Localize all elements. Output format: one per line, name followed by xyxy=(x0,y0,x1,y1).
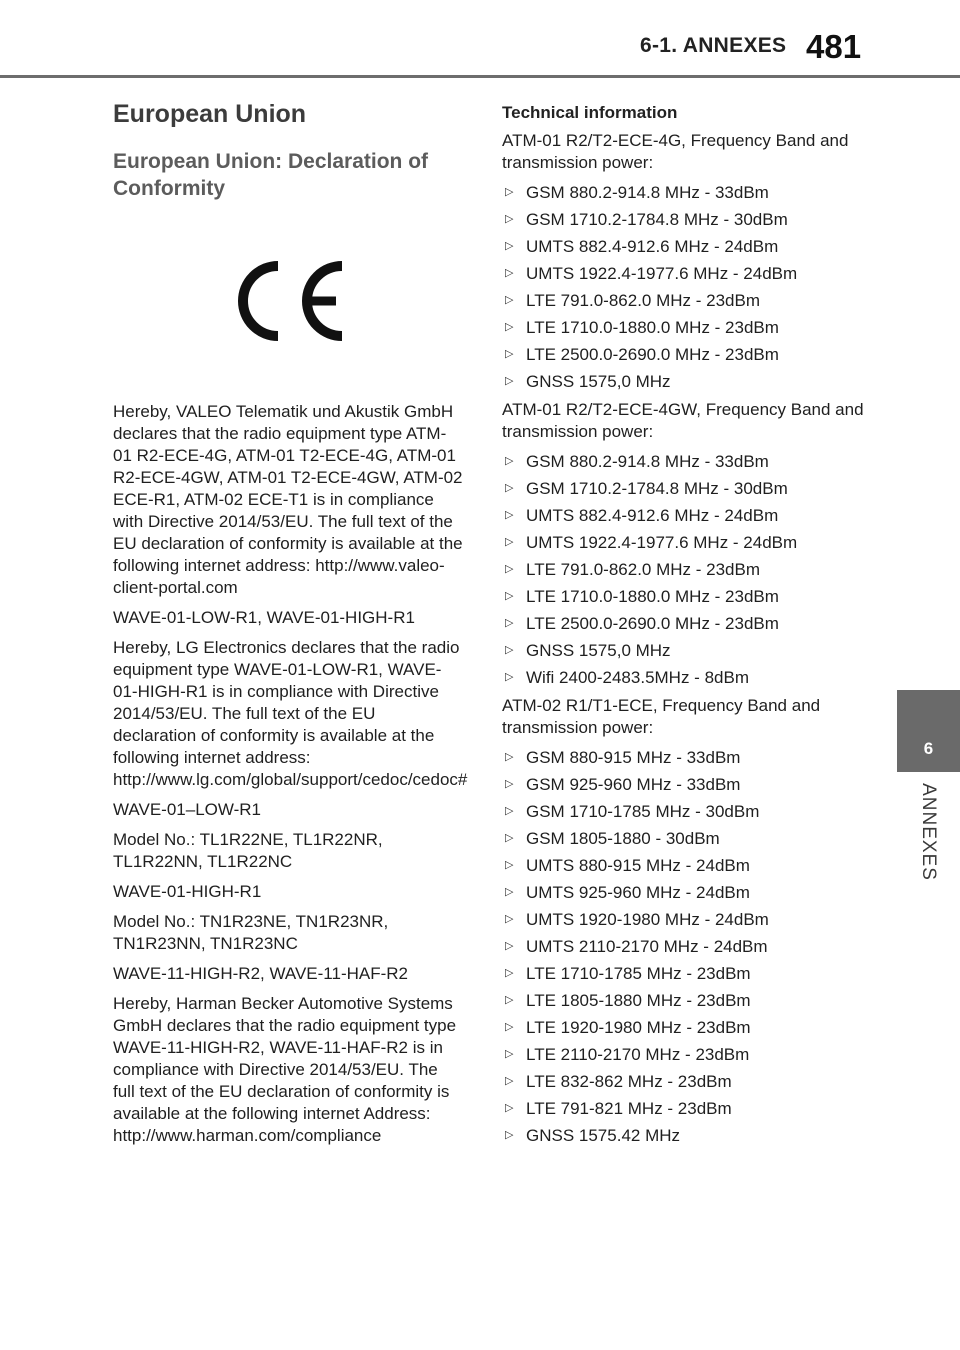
frequency-group-intro: ATM-01 R2/T2-ECE-4G, Frequency Band and transmission power: xyxy=(502,131,849,172)
declaration-paragraph: Model No.: TL1R22NE, TL1R22NR, TL1R22NN, TL1R22NC xyxy=(113,830,383,871)
declaration-paragraph: Model No.: TN1R23NE, TN1R23NR, TN1R23NN, TN1R23NC xyxy=(113,912,389,953)
declaration-text xyxy=(113,401,468,1155)
frequency-list-item xyxy=(502,260,874,287)
frequency-list-item xyxy=(502,637,874,664)
frequency-list xyxy=(502,179,874,395)
frequency-item-text: UMTS 2110-2170 MHz - 24dBm xyxy=(526,937,768,956)
frequency-list-item xyxy=(502,556,874,583)
frequency-list-item xyxy=(502,933,874,960)
triangle-bullet-icon: ▷ xyxy=(505,536,514,548)
technical-information xyxy=(502,102,874,1153)
frequency-item-text: LTE 1710.0-1880.0 MHz - 23dBm xyxy=(526,587,779,606)
triangle-bullet-icon: ▷ xyxy=(505,213,514,225)
frequency-item-text: GNSS 1575,0 MHz xyxy=(526,641,671,660)
triangle-bullet-icon: ▷ xyxy=(505,590,514,602)
page-title: European Union xyxy=(113,100,307,128)
triangle-bullet-icon: ▷ xyxy=(505,321,514,333)
frequency-list-item xyxy=(502,341,874,368)
declaration-paragraph: Hereby, Harman Becker Automotive Systems GmbH declares that the radio equipment type WAVE-11-HIGH-R2, WAVE-11-HAF-R2 is in compliance with Directive 2014/53/EU. The full text of the EU declaration of conformity is available at the following internet Address: http://www.harman.com/compliance xyxy=(113,994,457,1145)
frequency-item-text: GSM 925-960 MHz - 33dBm xyxy=(526,775,741,794)
frequency-list-item xyxy=(502,987,874,1014)
ce-mark-icon xyxy=(228,258,348,344)
declaration-paragraph: Hereby, VALEO Telematik und Akustik GmbH declares that the radio equipment type ATM-01 R2-ECE-4G, ATM-01 T2-ECE-4G, ATM-01 R2-ECE-4GW, ATM-01 T2-ECE-4GW, ATM-02 ECE-R1, ATM-02 ECE-T1 is in compliance with Directive 2014/53/EU. The full text of the EU declaration of conformity is available at the following internet address: http://www.valeo-client-portal.com xyxy=(113,402,463,597)
page-number: 481 xyxy=(806,28,862,65)
frequency-list-item xyxy=(502,1068,874,1095)
triangle-bullet-icon: ▷ xyxy=(505,455,514,467)
section-label: 6-1. ANNEXES xyxy=(640,34,787,57)
frequency-list xyxy=(502,448,874,691)
frequency-list-item xyxy=(502,879,874,906)
frequency-list-item xyxy=(502,314,874,341)
frequency-item-text: LTE 791.0-862.0 MHz - 23dBm xyxy=(526,560,761,579)
frequency-list-item xyxy=(502,664,874,691)
frequency-list-item xyxy=(502,852,874,879)
frequency-list xyxy=(502,744,874,1149)
frequency-list-item xyxy=(502,475,874,502)
frequency-list-item xyxy=(502,529,874,556)
triangle-bullet-icon: ▷ xyxy=(505,1075,514,1087)
frequency-item-text: LTE 1710-1785 MHz - 23dBm xyxy=(526,964,751,983)
frequency-group-intro: ATM-02 R1/T1-ECE, Frequency Band and transmission power: xyxy=(502,696,821,737)
frequency-item-text: LTE 791.0-862.0 MHz - 23dBm xyxy=(526,291,761,310)
frequency-item-text: LTE 1805-1880 MHz - 23dBm xyxy=(526,991,751,1010)
triangle-bullet-icon: ▷ xyxy=(505,1102,514,1114)
frequency-item-text: UMTS 1922.4-1977.6 MHz - 24dBm xyxy=(526,533,798,552)
triangle-bullet-icon: ▷ xyxy=(505,1021,514,1033)
frequency-item-text: UMTS 882.4-912.6 MHz - 24dBm xyxy=(526,506,779,525)
frequency-list-item xyxy=(502,960,874,987)
frequency-list-item xyxy=(502,1095,874,1122)
triangle-bullet-icon: ▷ xyxy=(505,940,514,952)
chapter-tab xyxy=(897,690,960,772)
frequency-item-text: LTE 1920-1980 MHz - 23dBm xyxy=(526,1018,751,1037)
triangle-bullet-icon: ▷ xyxy=(505,671,514,683)
declaration-paragraph: WAVE-01-HIGH-R1 xyxy=(113,882,262,901)
triangle-bullet-icon: ▷ xyxy=(505,859,514,871)
frequency-item-text: UMTS 1920-1980 MHz - 24dBm xyxy=(526,910,769,929)
triangle-bullet-icon: ▷ xyxy=(505,186,514,198)
frequency-item-text: GSM 1710.2-1784.8 MHz - 30dBm xyxy=(526,479,788,498)
triangle-bullet-icon: ▷ xyxy=(505,267,514,279)
triangle-bullet-icon: ▷ xyxy=(505,617,514,629)
frequency-item-text: LTE 791-821 MHz - 23dBm xyxy=(526,1099,732,1118)
triangle-bullet-icon: ▷ xyxy=(505,886,514,898)
frequency-item-text: LTE 832-862 MHz - 23dBm xyxy=(526,1072,732,1091)
triangle-bullet-icon: ▷ xyxy=(505,348,514,360)
frequency-item-text: LTE 2500.0-2690.0 MHz - 23dBm xyxy=(526,614,779,633)
frequency-list-item xyxy=(502,233,874,260)
frequency-item-text: UMTS 882.4-912.6 MHz - 24dBm xyxy=(526,237,779,256)
frequency-list-item xyxy=(502,825,874,852)
frequency-item-text: UMTS 880-915 MHz - 24dBm xyxy=(526,856,750,875)
triangle-bullet-icon: ▷ xyxy=(505,913,514,925)
frequency-list-item xyxy=(502,906,874,933)
triangle-bullet-icon: ▷ xyxy=(505,375,514,387)
frequency-item-text: GSM 880.2-914.8 MHz - 33dBm xyxy=(526,452,769,471)
triangle-bullet-icon: ▷ xyxy=(505,563,514,575)
triangle-bullet-icon: ▷ xyxy=(505,1129,514,1141)
declaration-paragraph: Hereby, LG Electronics declares that the radio equipment type WAVE-01-LOW-R1, WAVE-01-HIGH-R1 is in compliance with Directive 2014/53/EU. The full text of the EU declaration of conformity is available at the following internet address: http://www.lg.com/global/support/cedoc/cedoc# xyxy=(113,638,468,789)
triangle-bullet-icon: ▷ xyxy=(505,644,514,656)
frequency-list-item xyxy=(502,798,874,825)
frequency-list-item xyxy=(502,1014,874,1041)
declaration-paragraph: WAVE-01–LOW-R1 xyxy=(113,800,262,819)
frequency-list-item xyxy=(502,771,874,798)
frequency-item-text: GSM 1805-1880 - 30dBm xyxy=(526,829,720,848)
triangle-bullet-icon: ▷ xyxy=(505,294,514,306)
frequency-item-text: GNSS 1575,0 MHz xyxy=(526,372,671,391)
chapter-side-label: ANNEXES xyxy=(918,783,939,881)
frequency-list-item xyxy=(502,287,874,314)
frequency-list-item xyxy=(502,368,874,395)
triangle-bullet-icon: ▷ xyxy=(505,778,514,790)
technical-info-title: Technical information xyxy=(502,103,678,122)
triangle-bullet-icon: ▷ xyxy=(505,751,514,763)
frequency-item-text: GSM 880.2-914.8 MHz - 33dBm xyxy=(526,183,769,202)
frequency-item-text: LTE 2500.0-2690.0 MHz - 23dBm xyxy=(526,345,779,364)
frequency-list-item xyxy=(502,1122,874,1149)
frequency-list-item xyxy=(502,179,874,206)
frequency-item-text: UMTS 925-960 MHz - 24dBm xyxy=(526,883,750,902)
triangle-bullet-icon: ▷ xyxy=(505,832,514,844)
triangle-bullet-icon: ▷ xyxy=(505,805,514,817)
frequency-item-text: GNSS 1575.42 MHz xyxy=(526,1126,681,1145)
declaration-paragraph: WAVE-01-LOW-R1, WAVE-01-HIGH-R1 xyxy=(113,608,415,627)
triangle-bullet-icon: ▷ xyxy=(505,994,514,1006)
triangle-bullet-icon: ▷ xyxy=(505,967,514,979)
triangle-bullet-icon: ▷ xyxy=(505,240,514,252)
frequency-list-item xyxy=(502,583,874,610)
frequency-list-item xyxy=(502,1041,874,1068)
frequency-item-text: GSM 1710-1785 MHz - 30dBm xyxy=(526,802,760,821)
frequency-list-item xyxy=(502,744,874,771)
frequency-item-text: Wifi 2400-2483.5MHz - 8dBm xyxy=(526,668,749,687)
declaration-paragraph: WAVE-11-HIGH-R2, WAVE-11-HAF-R2 xyxy=(113,964,409,983)
frequency-list-item xyxy=(502,502,874,529)
triangle-bullet-icon: ▷ xyxy=(505,1048,514,1060)
frequency-item-text: GSM 1710.2-1784.8 MHz - 30dBm xyxy=(526,210,788,229)
triangle-bullet-icon: ▷ xyxy=(505,482,514,494)
frequency-list-item xyxy=(502,206,874,233)
frequency-group-intro: ATM-01 R2/T2-ECE-4GW, Frequency Band and transmission power: xyxy=(502,400,864,441)
section-subtitle: European Union: Declaration of Conformity xyxy=(113,150,429,200)
triangle-bullet-icon: ▷ xyxy=(505,509,514,521)
frequency-item-text: LTE 1710.0-1880.0 MHz - 23dBm xyxy=(526,318,779,337)
frequency-list-item xyxy=(502,448,874,475)
frequency-item-text: LTE 2110-2170 MHz - 23dBm xyxy=(526,1045,750,1064)
frequency-item-text: UMTS 1922.4-1977.6 MHz - 24dBm xyxy=(526,264,798,283)
frequency-list-item xyxy=(502,610,874,637)
chapter-number: 6 xyxy=(923,739,934,758)
frequency-item-text: GSM 880-915 MHz - 33dBm xyxy=(526,748,741,767)
header-divider xyxy=(0,75,960,78)
